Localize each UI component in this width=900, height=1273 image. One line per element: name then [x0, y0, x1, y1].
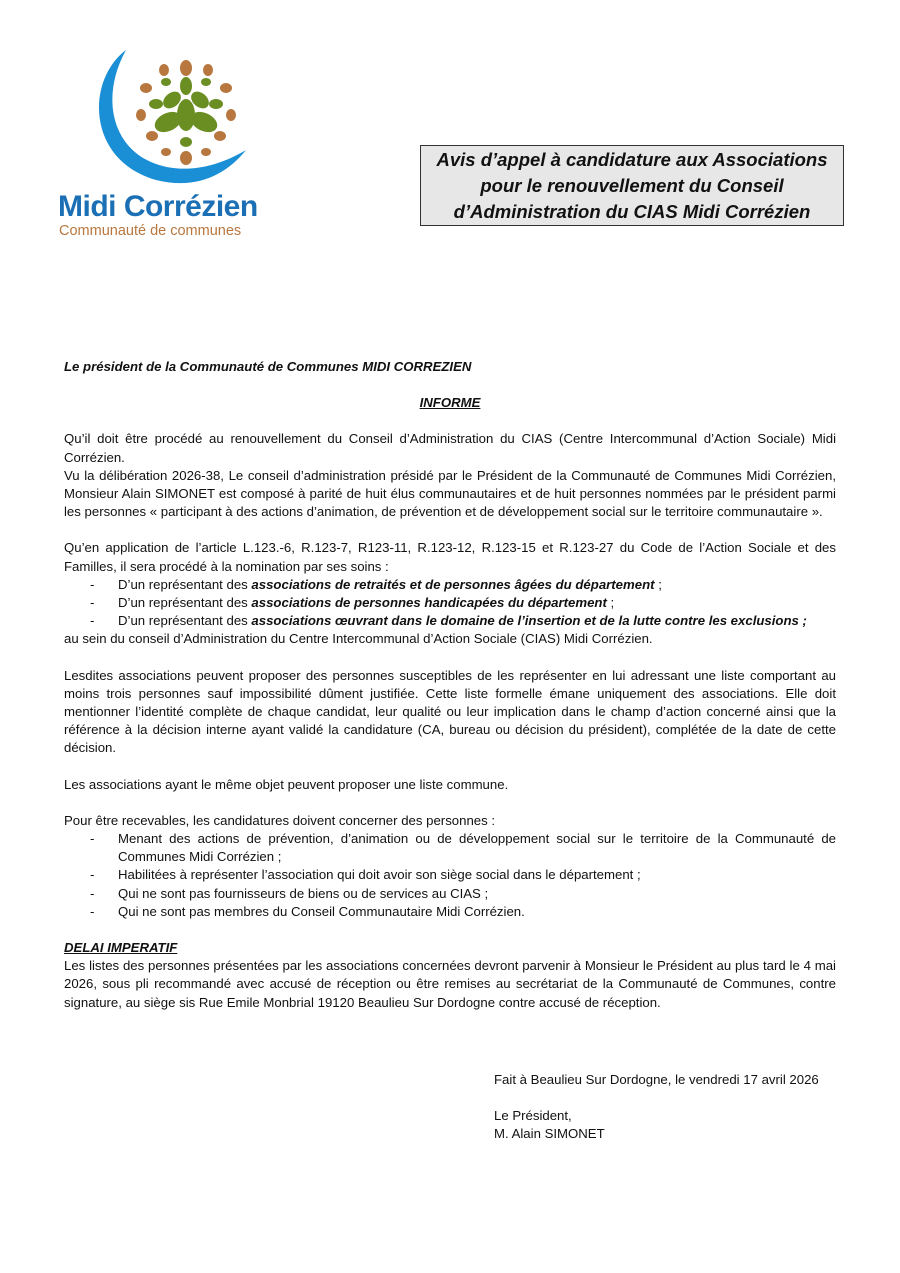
logo [56, 40, 266, 245]
paragraph-5: Lesdites associations peuvent proposer des personnes susceptibles de les représenter en lui adressant une liste comportant au moins trois personnes sauf impossibilité dûment justifiée. Cette liste formelle émane uniquement des associations. Elle doit mentionner l’identité complète de chaque candidat, leur qualité ou leur implication dans le champ d’action concerné ainsi que la référence à la décision interne ayant validé la candidature (CA, bureau ou décision du président), complétée de la date de cette décision. [64, 667, 836, 756]
list-item: - Qui ne sont pas fournisseurs de biens ou de services au CIAS ; [90, 885, 489, 901]
signature-block [494, 1071, 819, 1144]
list-item: - D’un représentant des associations œuvrant dans le domaine de l’insertion et de la lutte contre les exclusions ; [90, 613, 807, 629]
paragraph-1: Qu’il doit être procédé au renouvellement du Conseil d’Administration du CIAS (Centre Intercommunal d’Action Sociale) Midi Corrézien. [64, 431, 836, 465]
list-item: - Habilitées à représenter l’association qui doit avoir son siège social dans le département ; [90, 867, 641, 883]
document-title: Avis d’appel à candidature aux Associations pour le renouvellement du Conseil d’Administration du CIAS Midi Corrézien [436, 148, 828, 222]
paragraph-6: Les associations ayant le même objet peuvent proposer une liste commune. [64, 776, 509, 792]
document-body [64, 358, 836, 1012]
signature-place-date: Fait à Beaulieu Sur Dordogne, le vendredi 17 avril 2026 [494, 1072, 819, 1087]
paragraph-2: Vu la délibération 2026-38, Le conseil d’administration présidé par le Président de la Communauté de Communes Midi Corrézien, Monsieur Alain SIMONET est composé à parité de huit élus communautaires et de huit personnes nommées par le président parmi les personnes « participant à des actions d’animation, de prévention et de développement social sur le territoire communautaire ». [64, 467, 836, 520]
logo-subtitle: Communauté de communes [59, 223, 242, 239]
nomination-list [64, 576, 836, 631]
criteria-list [64, 830, 836, 921]
paragraph-3: Qu’en application de l’article L.123.-6, R.123-7, R123-11, R.123-12, R.123-15 et R.123-27 du Code de l’Action Sociale et des Familles, il sera procédé à la nomination par ses soins : [64, 540, 836, 574]
list-item: - Qui ne sont pas membres du Conseil Communautaire Midi Corrézien. [90, 903, 525, 919]
paragraph-7: Pour être recevables, les candidatures doivent concerner des personnes : [64, 812, 496, 828]
intro-line: Le président de la Communauté de Communes MIDI CORREZIEN [64, 359, 472, 374]
delai-heading: DELAI IMPERATIF [64, 940, 178, 956]
list-item: - D’un représentant des associations de retraités et de personnes âgées du département ; [90, 576, 662, 592]
list-item: - Menant des actions de prévention, d’animation ou de développement social sur le territoire de la Communauté de Communes Midi Corrézien ; [90, 831, 836, 865]
informe-heading: INFORME [419, 395, 481, 411]
signature-name: M. Alain SIMONET [494, 1126, 605, 1142]
list-item: - D’un représentant des associations de personnes handicapées du département ; [90, 595, 615, 611]
paragraph-4: au sein du conseil d’Administration du Centre Intercommunal d’Action Sociale (CIAS) Midi Corrézien. [64, 631, 653, 647]
logo-name: Midi Corrézien [58, 190, 258, 223]
signature-role: Le Président, [494, 1108, 572, 1124]
document-title-box [420, 145, 844, 226]
paragraph-8: Les listes des personnes présentées par les associations concernées devront parvenir à Monsieur le Président au plus tard le 4 mai 2026, sous pli recommandé avec accusé de réception ou être remises au secrétariat de la Communauté de Communes, contre signature, au siège sis Rue Emile Monbrial 19120 Beaulieu Sur Dordogne contre accusé de réception. [64, 958, 836, 1010]
tree-emblem-icon [86, 40, 256, 190]
